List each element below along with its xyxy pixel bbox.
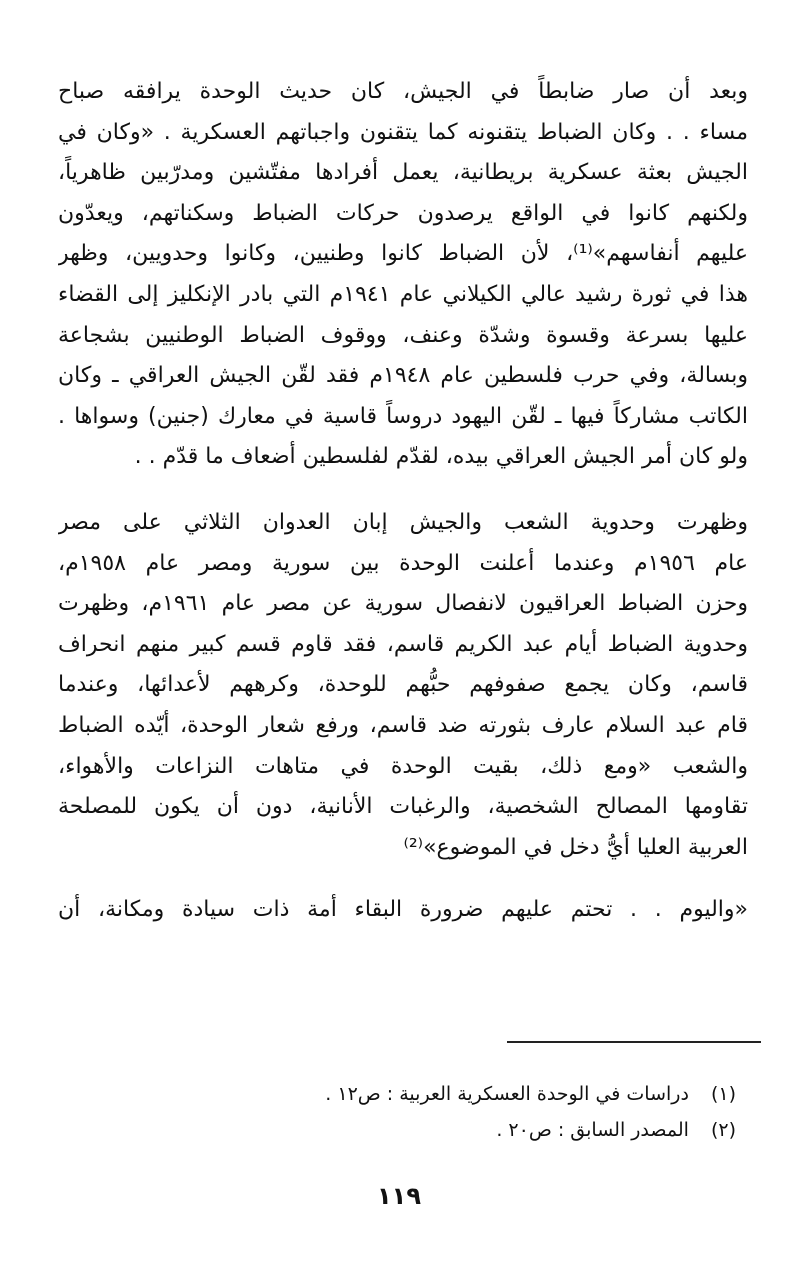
text-line: عليهم أنفاسهم»⁽¹⁾، لأن الضباط كانوا وطنيين، وكانوا وحدويين، وظهر [58,241,748,267]
text-line: قام عبد السلام عارف بثورته ضد قاسم، ورفع شعار الوحدة، أيّده الضباط [58,712,748,738]
text-line: والشعب «ومع ذلك، بقيت الوحدة في متاهات النزاعات والأهواء، [58,753,748,779]
text-line: وظهرت وحدوية الشعب والجيش إبان العدوان الثلاثي على مصر [58,509,748,535]
text-line: وحزن الضباط العراقيون لانفصال سورية عن مصر عام ١٩٦١م، وظهرت [58,591,748,617]
text-line: تقاومها المصالح الشخصية، والرغبات الأنانية، دون أن يكون للمصلحة [58,794,748,820]
text-line: وحدوية الضباط أيام عبد الكريم قاسم، فقد قاوم قسم كبير منهم انحراف [58,631,748,657]
text-line: ولو كان أمر الجيش العراقي بيده، لقدّم لفلسطين أضعاف ما قدّم . . [134,444,748,470]
text-line: هذا في ثورة رشيد عالي الكيلاني عام ١٩٤١م التي بادر الإنكليز إلى القضاء [58,281,748,307]
footnote-2 [176,1112,736,1148]
text-line: عليها بسرعة وقسوة وشدّة وعنف، ووقوف الضباط الوطنيين بشجاعة [58,322,748,348]
footnote-text: دراسات في الوحدة العسكرية العربية : ص١٢ . [325,1083,689,1105]
footnote-1 [176,1076,736,1112]
footnote-separator [507,1041,761,1043]
text-line: مساء . . وكان الضباط يتقنونه كما يتقنون واجباتهم العسكرية . «وكان في [58,119,748,145]
text-line: وبسالة، وفي حرب فلسطين عام ١٩٤٨م فقد لقّن الجيش العراقي ـ وكان [58,363,748,389]
footnote-text: المصدر السابق : ص٢٠ . [496,1119,689,1141]
text-line: وبعد أن صار ضابطاً في الجيش، كان حديث الوحدة يرافقه صباح [58,79,748,104]
text-line: قاسم، وكان يجمع صفوفهم حبُّهم للوحدة، وكرههم لأعدائها، وعندما [58,672,748,698]
paragraph-3 [58,890,748,931]
text-line: الكاتب مشاركاً فيها ـ لقّن اليهود دروساً قاسية في معارك (جنين) وسواها . [58,403,748,429]
paragraph-1 [58,72,748,478]
paragraph-2 [58,503,748,868]
body-text [58,72,748,931]
text-line: ولكنهم كانوا في الواقع يرصدون حركات الضباط وسكناتهم، ويعدّون [58,200,748,226]
footnote-number: (٢) [710,1119,736,1141]
text-line: عام ١٩٥٦م وعندما أعلنت الوحدة بين سورية ومصر عام ١٩٥٨م، [58,550,748,576]
footnote-number: (١) [710,1083,736,1105]
text-line: العربية العليا أيُّ دخل في الموضوع»⁽²⁾ [403,834,748,860]
text-line: الجيش بعثة عسكرية بريطانية، يعمل أفرادها مفتّشين ومدرّبين ظاهرياً، [58,160,748,186]
footnotes [176,1076,736,1148]
text-line: «واليوم . . تحتم عليهم ضرورة البقاء أمة ذات سيادة ومكانة، أن [58,897,748,923]
page-number: ١١٩ [377,1182,421,1210]
